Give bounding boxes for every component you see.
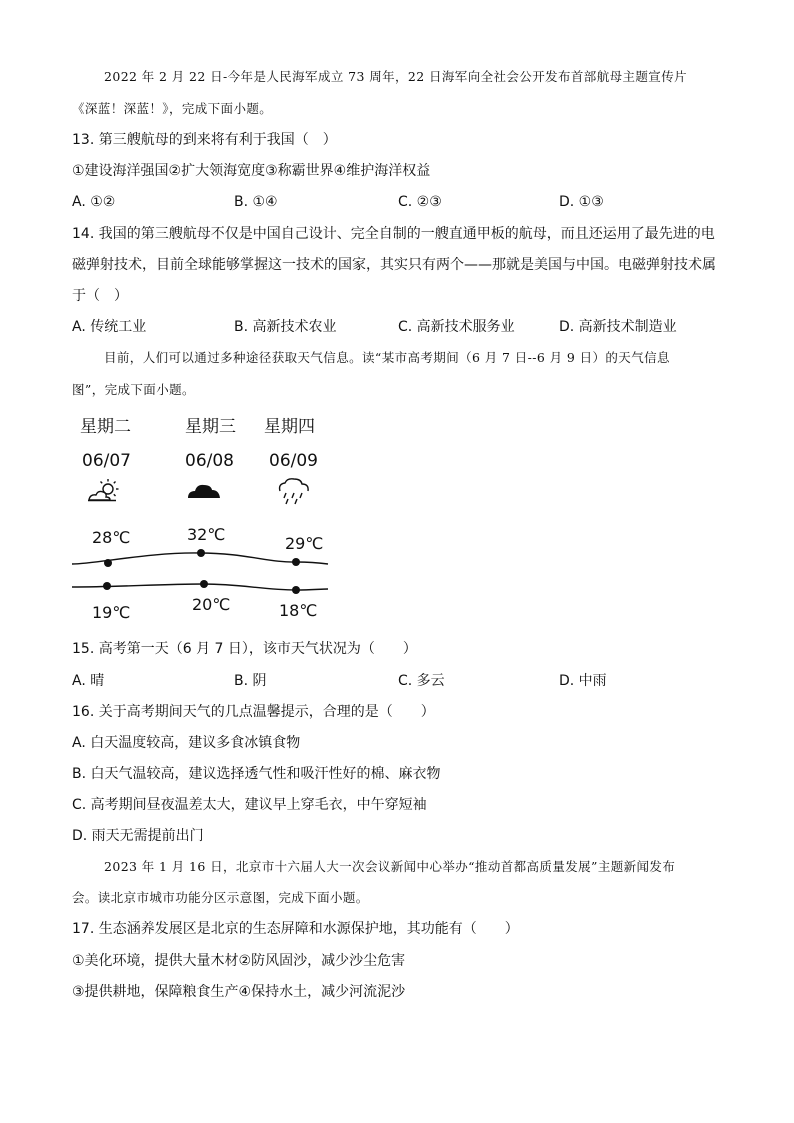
- q16-option-c[interactable]: C. 高考期间昼夜温差太大，建议早上穿毛衣，中午穿短袖: [72, 797, 427, 813]
- intro-1-line-2: 《深蓝！深蓝！》，完成下面小题。: [72, 101, 273, 116]
- intro-2-line-2: 图”，完成下面小题。: [72, 382, 195, 397]
- q13-items: ①建设海洋强国②扩大领海宽度③称霸世界④维护海洋权益: [72, 163, 431, 179]
- q13-option-b[interactable]: B. ①④: [234, 194, 278, 210]
- q16-option-d[interactable]: D. 雨天无需提前出门: [72, 828, 204, 844]
- q16-option-a[interactable]: A. 白天温度较高，建议多食冰镇食物: [72, 735, 301, 751]
- intro-3-line-2: 会。读北京市城市功能分区示意图，完成下面小题。: [72, 890, 369, 905]
- weekday-1: 星期二: [80, 417, 131, 437]
- high-temp-point-2: [197, 549, 205, 557]
- low-temp-2: 20℃: [192, 595, 231, 614]
- high-temp-2: 32℃: [187, 525, 226, 544]
- q15-option-d[interactable]: D. 中雨: [559, 673, 607, 689]
- q14-option-d[interactable]: D. 高新技术制造业: [559, 319, 677, 335]
- high-temp-point-3: [292, 558, 300, 566]
- q15-option-b[interactable]: B. 阴: [234, 673, 267, 689]
- q17-items-line-2: ③提供耕地，保障粮食生产④保持水土，减少河流泥沙: [72, 984, 406, 1000]
- q16-stem: 16. 关于高考期间天气的几点温馨提示，合理的是（ ）: [72, 704, 435, 720]
- q15-stem: 15. 高考第一天（6 月 7 日），该市天气状况为（ ）: [72, 641, 417, 657]
- intro-2-line-1: 目前，人们可以通过多种途径获取天气信息。读“某市高考期间（6 月 7 日--6 月 9 日）的天气信息: [104, 350, 670, 365]
- high-temp-1: 28℃: [92, 528, 131, 547]
- q14-stem-line-3: 于（ ）: [72, 288, 128, 304]
- q14-stem-line-1: 14. 我国的第三艘航母不仅是中国自己设计、完全自制的一艘直通甲板的航母，而且还运用了最先进的电: [72, 226, 715, 242]
- low-temp-3: 18℃: [279, 601, 318, 620]
- low-temp-point-1: [103, 582, 111, 590]
- intro-3-line-1: 2023 年 1 月 16 日，北京市十六届人大一次会议新闻中心举办“推动首都高质量发展”主题新闻发布: [104, 859, 676, 874]
- q13-option-a[interactable]: A. ①②: [72, 194, 116, 210]
- low-temp-point-2: [200, 580, 208, 588]
- q15-option-c[interactable]: C. 多云: [398, 673, 445, 689]
- weekday-3: 星期四: [264, 417, 315, 437]
- q14-stem-line-2: 磁弹射技术，目前全球能够掌握这一技术的国家，其实只有两个——那就是美国与中国。电磁弹射技术属: [72, 257, 716, 273]
- intro-1-line-1: 2022 年 2 月 22 日-今年是人民海军成立 73 周年，22 日海军向全社会公开发布首部航母主题宣传片: [104, 69, 687, 84]
- q14-option-a[interactable]: A. 传统工业: [72, 319, 147, 335]
- date-2: 06/08: [185, 451, 234, 471]
- q13-option-d[interactable]: D. ①③: [559, 194, 604, 210]
- q13-option-c[interactable]: C. ②③: [398, 194, 442, 210]
- q15-option-a[interactable]: A. 晴: [72, 673, 105, 689]
- weekday-2: 星期三: [185, 417, 236, 437]
- q17-items-line-1: ①美化环境，提供大量木材②防风固沙，减少沙尘危害: [72, 953, 406, 969]
- high-temp-3: 29℃: [285, 534, 324, 553]
- date-1: 06/07: [82, 451, 131, 471]
- q14-option-c[interactable]: C. 高新技术服务业: [398, 319, 515, 335]
- q13-stem: 13. 第三艘航母的到来将有利于我国（ ）: [72, 132, 337, 148]
- q16-option-b[interactable]: B. 白天气温较高，建议选择透气性和吸汗性好的棉、麻衣物: [72, 766, 441, 782]
- date-3: 06/09: [269, 451, 318, 471]
- low-temp-point-3: [292, 586, 300, 594]
- q17-stem: 17. 生态涵养发展区是北京的生态屏障和水源保护地，其功能有（ ）: [72, 921, 519, 937]
- high-temp-point-1: [104, 559, 112, 567]
- q14-option-b[interactable]: B. 高新技术农业: [234, 319, 337, 335]
- low-temp-1: 19℃: [92, 603, 131, 622]
